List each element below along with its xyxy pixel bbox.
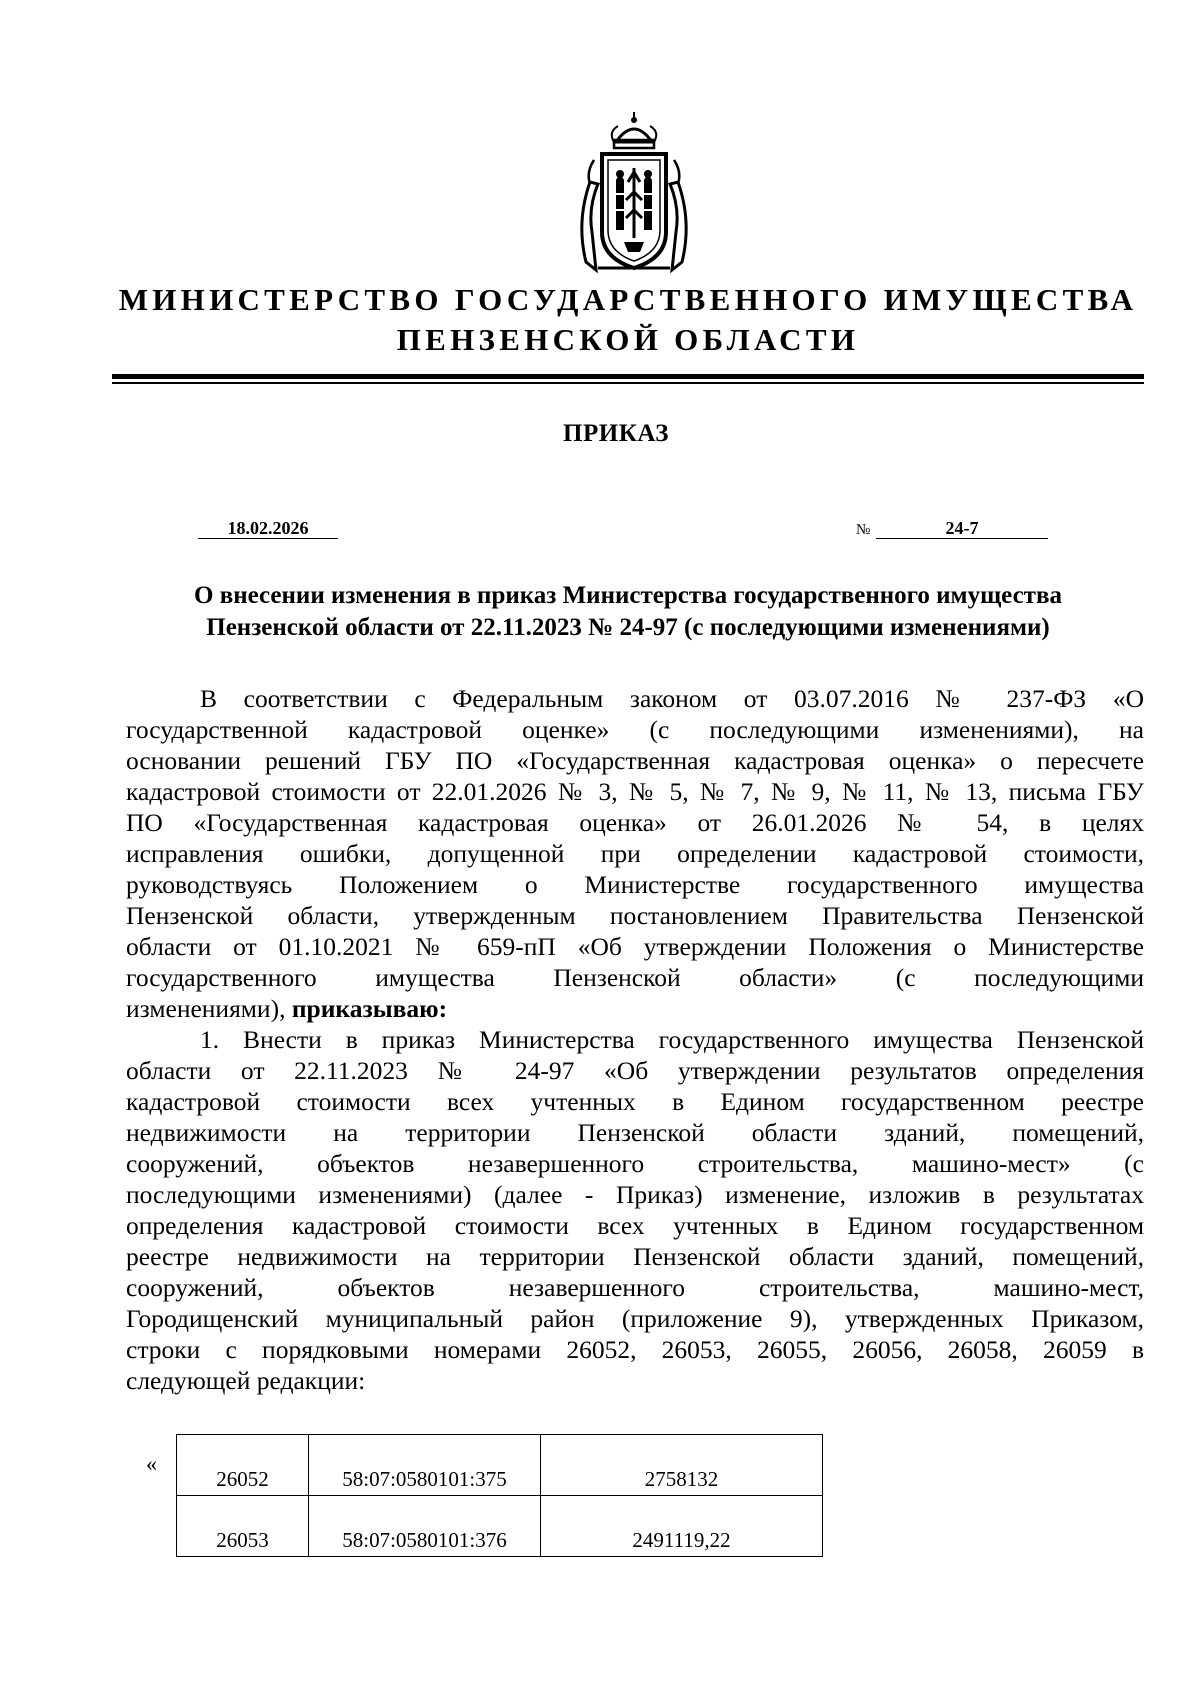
body-line: сооружений, объектов незавершенного строительства, машино-мест» (с <box>126 1149 1144 1178</box>
table-row <box>177 1435 823 1496</box>
body-line: недвижимости на территории Пензенской области зданий, помещений, <box>126 1118 1144 1147</box>
row-number-cell: 26053 <box>177 1496 309 1557</box>
body-line: Пензенской области, утвержденным постановлением Правительства Пензенской <box>126 901 1144 930</box>
body-line: кадастровой стоимости всех учтенных в Едином государственном реестре <box>126 1087 1144 1116</box>
body-line: Городищенский муниципальный район (приложение 9), утвержденных Приказом, <box>126 1304 1144 1333</box>
body-line: исправления ошибки, допущенной при определении кадастровой стоимости, <box>126 839 1144 868</box>
cadastral-table <box>176 1434 823 1557</box>
document-title-line2: Пензенской области от 22.11.2023 № 24-97 (с последующими изменениями) <box>206 614 1050 641</box>
document-title-line1: О внесении изменения в приказ Министерства государственного имущества <box>194 582 1062 609</box>
body-line: ПО «Государственная кадастровая оценка» от 26.01.2026 № 54, в целях <box>126 808 1144 837</box>
header-divider-thin <box>112 382 1144 384</box>
document-date: 18.02.2026 <box>198 518 338 539</box>
cadastral-number-cell: 58:07:0580101:376 <box>309 1496 541 1557</box>
body-text: изменениями), <box>126 994 286 1023</box>
header-divider-thick <box>112 374 1144 379</box>
body-line: 1. Внести в приказ Министерства государственного имущества Пензенской <box>200 1025 1144 1054</box>
body-line: следующей редакции: <box>126 1366 366 1395</box>
number-sign: № <box>856 522 871 538</box>
cadastral-value-cell: 2758132 <box>541 1435 823 1496</box>
organization-name-line2: ПЕНЗЕНСКОЙ ОБЛАСТИ <box>396 322 860 357</box>
document-number: 24-7 <box>876 518 1048 539</box>
document-type: ПРИКАЗ <box>563 420 669 447</box>
body-line: последующими изменениями) (далее - Приказ) изменение, изложив в результатах <box>126 1180 1144 1209</box>
body-line: сооружений, объектов незавершенного строительства, машино-мест, <box>126 1273 1144 1302</box>
body-line: строки с порядковыми номерами 26052, 26053, 26055, 26056, 26058, 26059 в <box>126 1335 1144 1364</box>
coat-of-arms-icon <box>568 112 700 277</box>
body-line: руководствуясь Положением о Министерстве государственного имущества <box>126 870 1144 899</box>
row-number-cell: 26052 <box>177 1435 309 1496</box>
organization-name-line1: МИНИСТЕРСТВО ГОСУДАРСТВЕННОГО ИМУЩЕСТВА <box>118 282 1138 317</box>
body-line-last <box>126 993 1144 1024</box>
cadastral-number-cell: 58:07:0580101:375 <box>309 1435 541 1496</box>
body-line: области от 01.10.2021 № 659-пП «Об утверждении Положения о Министерстве <box>126 932 1144 961</box>
body-line: государственной кадастровой оценке» (с последующими изменениями), на <box>126 715 1144 744</box>
body-line: В соответствии с Федеральным законом от 03.07.2016 № 237-ФЗ «О <box>200 684 1144 713</box>
body-line: определения кадастровой стоимости всех учтенных в Едином государственном <box>126 1211 1144 1240</box>
body-line: кадастровой стоимости от 22.01.2026 № 3, № 5, № 7, № 9, № 11, № 13, письма ГБУ <box>126 777 1144 806</box>
body-line: государственного имущества Пензенской области» (с последующими <box>126 963 1144 992</box>
opening-quote: « <box>146 1451 157 1476</box>
body-line: области от 22.11.2023 № 24-97 «Об утверждении результатов определения <box>126 1056 1144 1085</box>
table-row <box>177 1496 823 1557</box>
body-line: реестре недвижимости на территории Пензенской области зданий, помещений, <box>126 1242 1144 1271</box>
body-line: основании решений ГБУ ПО «Государственная кадастровая оценка» о пересчете <box>126 746 1144 775</box>
order-word: приказываю: <box>291 994 448 1023</box>
cadastral-value-cell: 2491119,22 <box>541 1496 823 1557</box>
